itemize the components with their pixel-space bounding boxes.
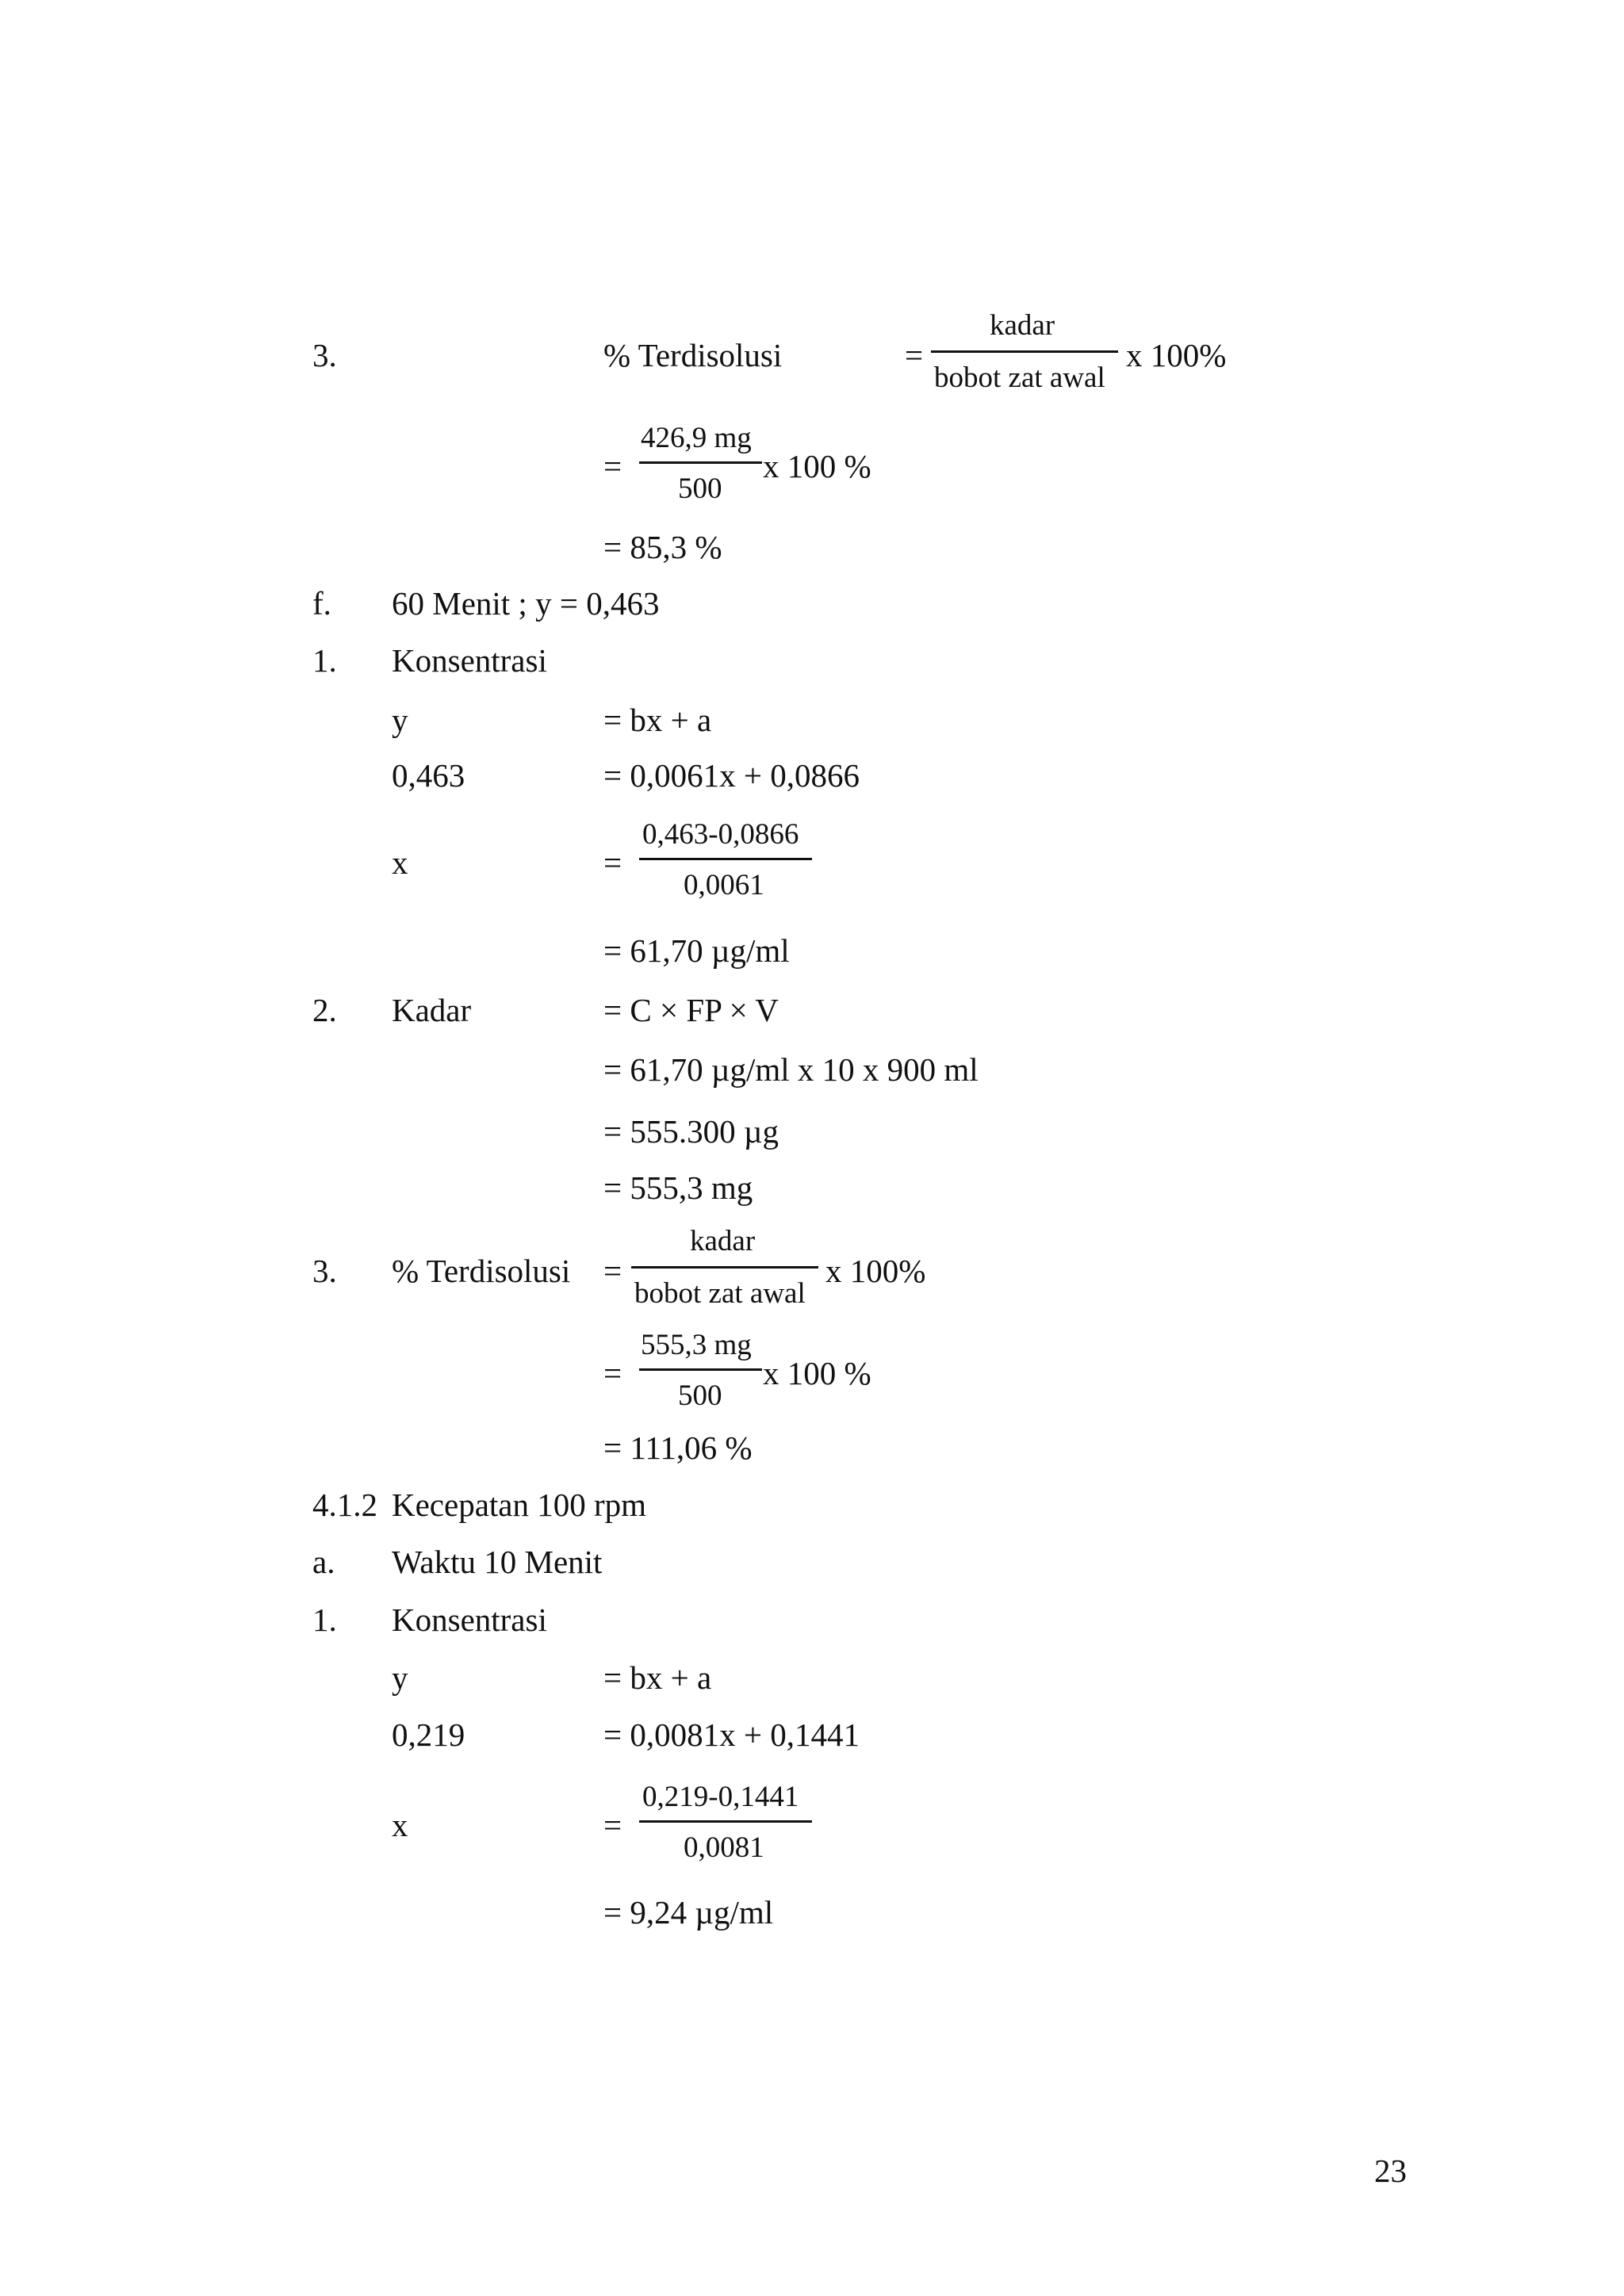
fraction-numerator: 555,3 mg — [641, 1329, 752, 1361]
item-label: % Terdisolusi — [392, 1253, 571, 1289]
item-number: 1. — [312, 642, 337, 679]
multiplier-text: x 100% — [1126, 337, 1227, 373]
fraction-denominator: 0,0081 — [684, 1831, 764, 1864]
equation-rhs: = 0,0081x + 0,1441 — [603, 1716, 860, 1753]
fraction-denominator: 0,0061 — [684, 869, 764, 901]
equation-rhs: = 0,0061x + 0,0866 — [603, 757, 860, 794]
fraction-denominator: bobot zat awal — [934, 362, 1105, 394]
result-line: = 85,3 % — [603, 529, 722, 565]
equals-sign: = — [603, 1253, 622, 1289]
subsection-letter: a. — [312, 1544, 335, 1580]
equation-line: = 555,3 mg — [603, 1169, 753, 1206]
subsection-title: Waktu 10 Menit — [392, 1544, 603, 1580]
result-line: = 111,06 % — [603, 1429, 753, 1466]
fraction-numerator: 426,9 mg — [641, 422, 752, 454]
section-letter: f. — [312, 585, 331, 622]
equation-lhs: y — [392, 1659, 408, 1696]
item-label: Kadar — [392, 992, 472, 1028]
equation-lhs: x — [392, 844, 408, 881]
item-label: Konsentrasi — [392, 1601, 547, 1638]
item-number: 1. — [312, 1601, 337, 1638]
multiplier-text: x 100 % — [763, 448, 871, 484]
multiplier-text: x 100% — [825, 1253, 926, 1289]
equation-lhs: y — [392, 702, 408, 738]
item-number: 3. — [312, 1253, 337, 1289]
equation-lhs: x — [392, 1807, 408, 1843]
equation-lhs: 0,219 — [392, 1716, 465, 1753]
fraction-denominator: 500 — [678, 473, 722, 505]
section-title: Kecepatan 100 rpm — [392, 1487, 647, 1523]
equation-line: = 555.300 µg — [603, 1113, 779, 1150]
equation-line: = C × FP × V — [603, 992, 779, 1028]
equation-rhs: = bx + a — [603, 1659, 712, 1696]
multiplier-text: x 100 % — [763, 1355, 871, 1391]
item-number: 3. — [312, 337, 337, 373]
fraction-numerator: kadar — [990, 309, 1055, 342]
equals-sign: = — [603, 844, 622, 881]
item-label: Konsentrasi — [392, 642, 547, 679]
result-line: = 9,24 µg/ml — [603, 1894, 774, 1931]
fraction-bar — [639, 461, 762, 464]
fraction-bar — [631, 1266, 818, 1269]
fraction-numerator: kadar — [690, 1225, 756, 1257]
fraction-bar — [639, 858, 812, 860]
equation-line: = 61,70 µg/ml x 10 x 900 ml — [603, 1051, 979, 1088]
item-label: % Terdisolusi — [603, 337, 783, 373]
equals-sign: = — [603, 448, 622, 484]
fraction-bar — [639, 1368, 762, 1371]
fraction-bar — [639, 1820, 812, 1823]
equals-sign: = — [905, 337, 924, 373]
equals-sign: = — [603, 1355, 622, 1391]
section-title: 60 Menit ; y = 0,463 — [392, 585, 660, 622]
equation-rhs: = bx + a — [603, 702, 712, 738]
item-number: 2. — [312, 992, 337, 1028]
fraction-numerator: 0,219-0,1441 — [642, 1781, 799, 1813]
result-line: = 61,70 µg/ml — [603, 932, 790, 969]
equation-lhs: 0,463 — [392, 757, 465, 794]
section-number: 4.1.2 — [312, 1487, 377, 1523]
page-number: 23 — [1374, 2152, 1407, 2189]
fraction-denominator: 500 — [678, 1380, 722, 1412]
equals-sign: = — [603, 1807, 622, 1843]
fraction-bar — [931, 350, 1118, 353]
fraction-numerator: 0,463-0,0866 — [642, 818, 799, 851]
fraction-denominator: bobot zat awal — [634, 1277, 806, 1310]
